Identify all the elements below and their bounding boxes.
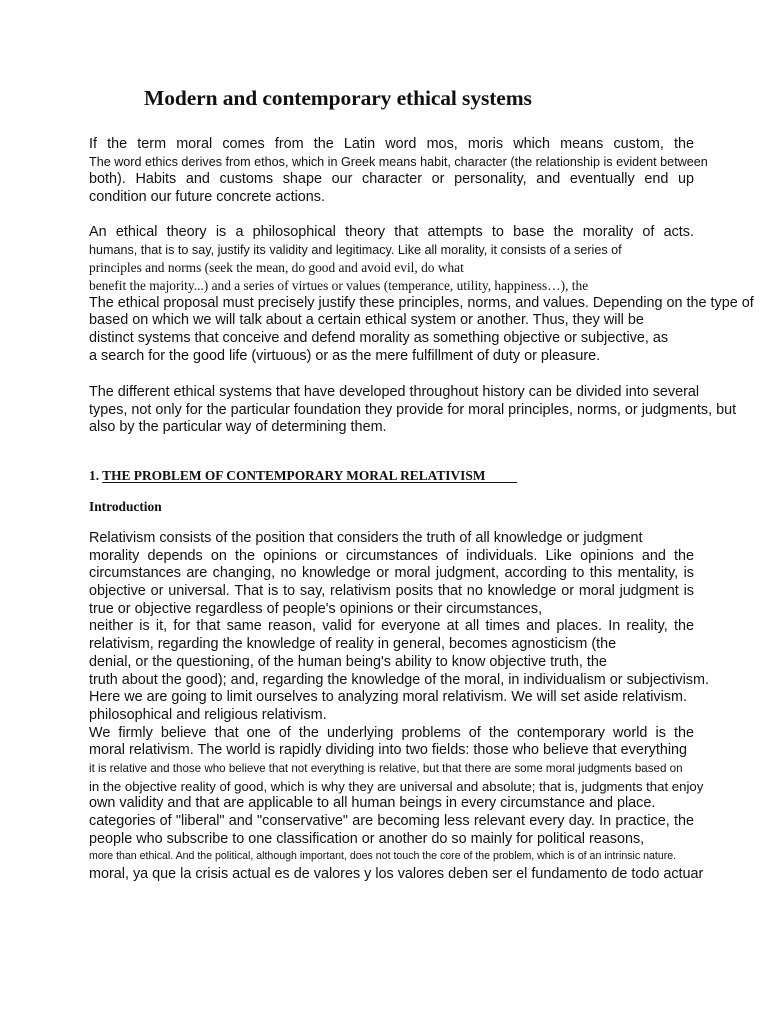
text-line: based on which we will talk about a certain ethical system or another. Thus, they will be <box>89 312 644 329</box>
text-line: truth about the good); and, regarding the knowledge of the moral, in individualism or subjectivism. <box>89 671 709 688</box>
text-line: The different ethical systems that have developed throughout history can be divided into several <box>89 384 700 400</box>
text-line: The word ethics derives from ethos, which in Greek means habit, character (the relationship is evident between <box>89 154 708 169</box>
text-line: more than ethical. And the political, although important, does not touch the core of the problem, which is of an intrinsic nature. <box>89 850 677 863</box>
text-line: moral relativism. The world is rapidly dividing into two fields: those who believe that everything <box>89 742 688 759</box>
text-line: a search for the good life (virtuous) or as the mere fulfillment of duty or pleasure. <box>89 347 601 364</box>
document-title: Modern and contemporary ethical systems <box>144 86 532 110</box>
text-line: also by the particular way of determining them. <box>89 419 387 436</box>
text-line: both). Habits and customs shape our character or personality, and eventually end up <box>89 171 694 188</box>
text-line: neither is it, for that same reason, valid for everyone at all times and places. In reality, the <box>89 618 694 635</box>
section-number: 1. <box>89 468 103 483</box>
text-line: objective or universal. That is to say, relativism posits that no knowledge or moral judgment is <box>89 583 694 600</box>
text-line: relativism, regarding the knowledge of reality in general, becomes agnosticism (the <box>89 636 617 653</box>
text-line: in the objective reality of good, which is why they are universal and absolute; that is, judgments that enjoy <box>89 778 704 794</box>
text-line: principles and norms (seek the mean, do good and avoid evil, do what <box>89 260 464 276</box>
paragraph-intro <box>89 136 708 207</box>
text-line: it is relative and those who believe that not everything is relative, but that there are some moral judgments based on <box>89 761 683 775</box>
text-line: An ethical theory is a philosophical theory that attempts to base the morality of acts. <box>89 224 694 240</box>
text-line: categories of "liberal" and "conservative" are becoming less relevant every day. In practice, the <box>89 813 694 829</box>
text-line: moral, ya que la crisis actual es de valores y los valores deben ser el fundamento de todo actuar <box>89 866 704 883</box>
text-line: humans, that is to say, justify its validity and legitimacy. Like all morality, it consists of a series of <box>89 242 622 257</box>
text-line: circumstances are changing, no knowledge or moral judgment, according to this mentality, is <box>89 565 694 582</box>
text-line: morality depends on the opinions or circumstances of individuals. Like opinions and the <box>89 547 694 564</box>
paragraph-ethical-theory <box>89 224 754 366</box>
text-line: If the term moral comes from the Latin word mos, moris which means custom, the <box>89 136 694 152</box>
paragraph-relativism <box>89 530 709 884</box>
subheading-introduction: Introduction <box>89 499 162 514</box>
text-line: Relativism consists of the position that considers the truth of all knowledge or judgment <box>89 530 643 546</box>
text-line: types, not only for the particular foundation they provide for moral principles, norms, or judgments, but <box>89 401 737 418</box>
text-line: true or objective regardless of people's opinions or their circumstances, <box>89 600 543 617</box>
text-line: benefit the majority...) and a series of virtues or values (temperance, utility, happiness…), the <box>89 278 589 294</box>
text-line: philosophical and religious relativism. <box>89 706 327 723</box>
text-line: Here we are going to limit ourselves to analyzing moral relativism. We will set aside relativism. <box>89 689 687 706</box>
text-line: distinct systems that conceive and defend morality as something objective or subjective, as <box>89 330 669 347</box>
text-line: denial, or the questioning, of the human being's ability to know objective truth, the <box>89 653 607 670</box>
text-line: condition our future concrete actions. <box>89 189 325 206</box>
heading-underline-rule <box>485 482 517 483</box>
section-heading <box>89 468 517 484</box>
paragraph-ethical-systems <box>89 384 737 437</box>
text-line: people who subscribe to one classification or another do so mainly for political reasons, <box>89 830 645 847</box>
section-title: THE PROBLEM OF CONTEMPORARY MORAL RELATIVISM <box>102 468 486 483</box>
text-line: own validity and that are applicable to all human beings in every circumstance and place. <box>89 795 656 812</box>
text-line: We firmly believe that one of the underlying problems of the contemporary world is the <box>89 724 694 741</box>
text-line: The ethical proposal must precisely justify these principles, norms, and values. Depending on the type of <box>89 294 754 311</box>
